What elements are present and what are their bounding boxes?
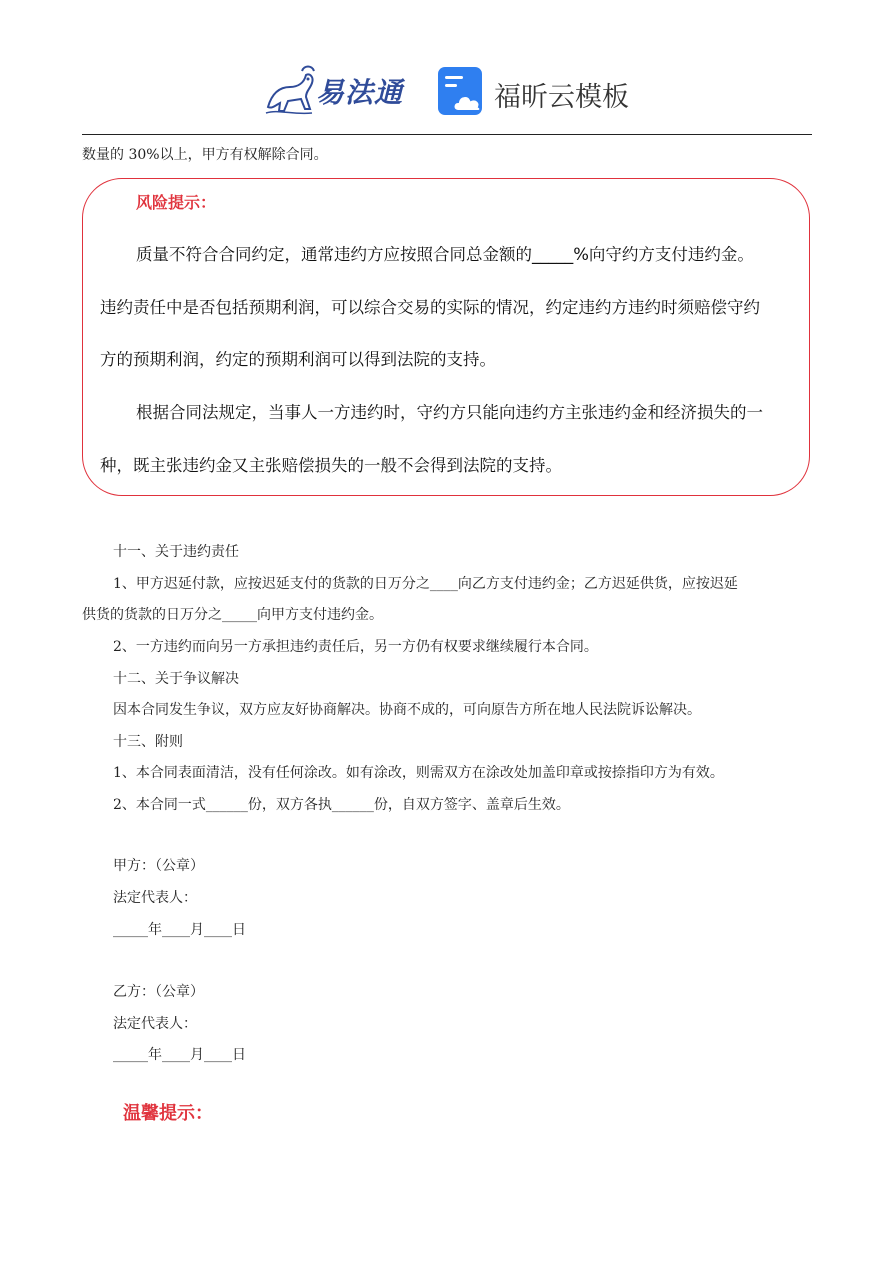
clause-line: 2、一方违约而向另一方承担违约责任后，另一方仍有权要求继续履行本合同。 (113, 639, 598, 655)
risk-line: 质量不符合合同约定，通常违约方应按照合同总金额的_____%向守约方支付违约金。 (136, 245, 754, 264)
clause-line: 1、甲方迟延付款，应按迟延支付的货款的日万分之____向乙方支付违约金；乙方迟延供货，应按迟延 (113, 576, 738, 592)
clause-line: 供货的货款的日万分之_____向甲方支付违约金。 (82, 607, 383, 623)
party-a-seal: 甲方：（公章） (113, 858, 204, 874)
foxit-logo-text: 福昕云模板 (494, 82, 629, 113)
yifatong-logo (262, 63, 412, 118)
header-divider (82, 134, 812, 135)
page-header (0, 55, 893, 125)
risk-line: 根据合同法规定，当事人一方违约时，守约方只能向违约方主张违约金和经济损失的一 (136, 403, 763, 422)
risk-tip-title: 风险提示： (136, 193, 217, 212)
party-b-seal: 乙方：（公章） (113, 984, 204, 1000)
section-heading: 十三、附则 (113, 734, 183, 750)
clause-line: 2、本合同一式______份，双方各执______份，自双方签字、盖章后生效。 (113, 797, 570, 813)
cloud-document-icon (436, 65, 488, 117)
party-a-date: _____年____月____日 (113, 922, 246, 938)
section-heading: 十一、关于违约责任 (113, 544, 239, 560)
clause-line: 因本合同发生争议，双方应友好协商解决。协商不成的，可向原告方所在地人民法院诉讼解决。 (113, 702, 701, 718)
yifatong-logo-text: 易法通 (316, 76, 404, 109)
party-b-date: _____年____月____日 (113, 1047, 246, 1063)
clause-line: 1、本合同表面清洁，没有任何涂改。如有涂改，则需双方在涂改处加盖印章或按捺指印方为有效。 (113, 765, 724, 781)
section-heading: 十二、关于争议解决 (113, 671, 239, 687)
risk-tip-box (82, 178, 810, 496)
risk-line: 种，既主张违约金又主张赔偿损失的一般不会得到法院的支持。 (100, 456, 562, 475)
risk-line: 方的预期利润，约定的预期利润可以得到法院的支持。 (100, 350, 496, 369)
warm-tip-title: 温馨提示： (123, 1103, 213, 1124)
party-b-representative: 法定代表人： (113, 1016, 197, 1032)
foxit-logo (436, 65, 636, 120)
party-a-representative: 法定代表人： (113, 890, 197, 906)
intro-line: 数量的 30%以上，甲方有权解除合同。 (82, 147, 328, 163)
risk-line: 违约责任中是否包括预期利润，可以综合交易的实际的情况，约定违约方违约时须赔偿守约 (100, 298, 760, 317)
qilin-icon (262, 63, 320, 118)
